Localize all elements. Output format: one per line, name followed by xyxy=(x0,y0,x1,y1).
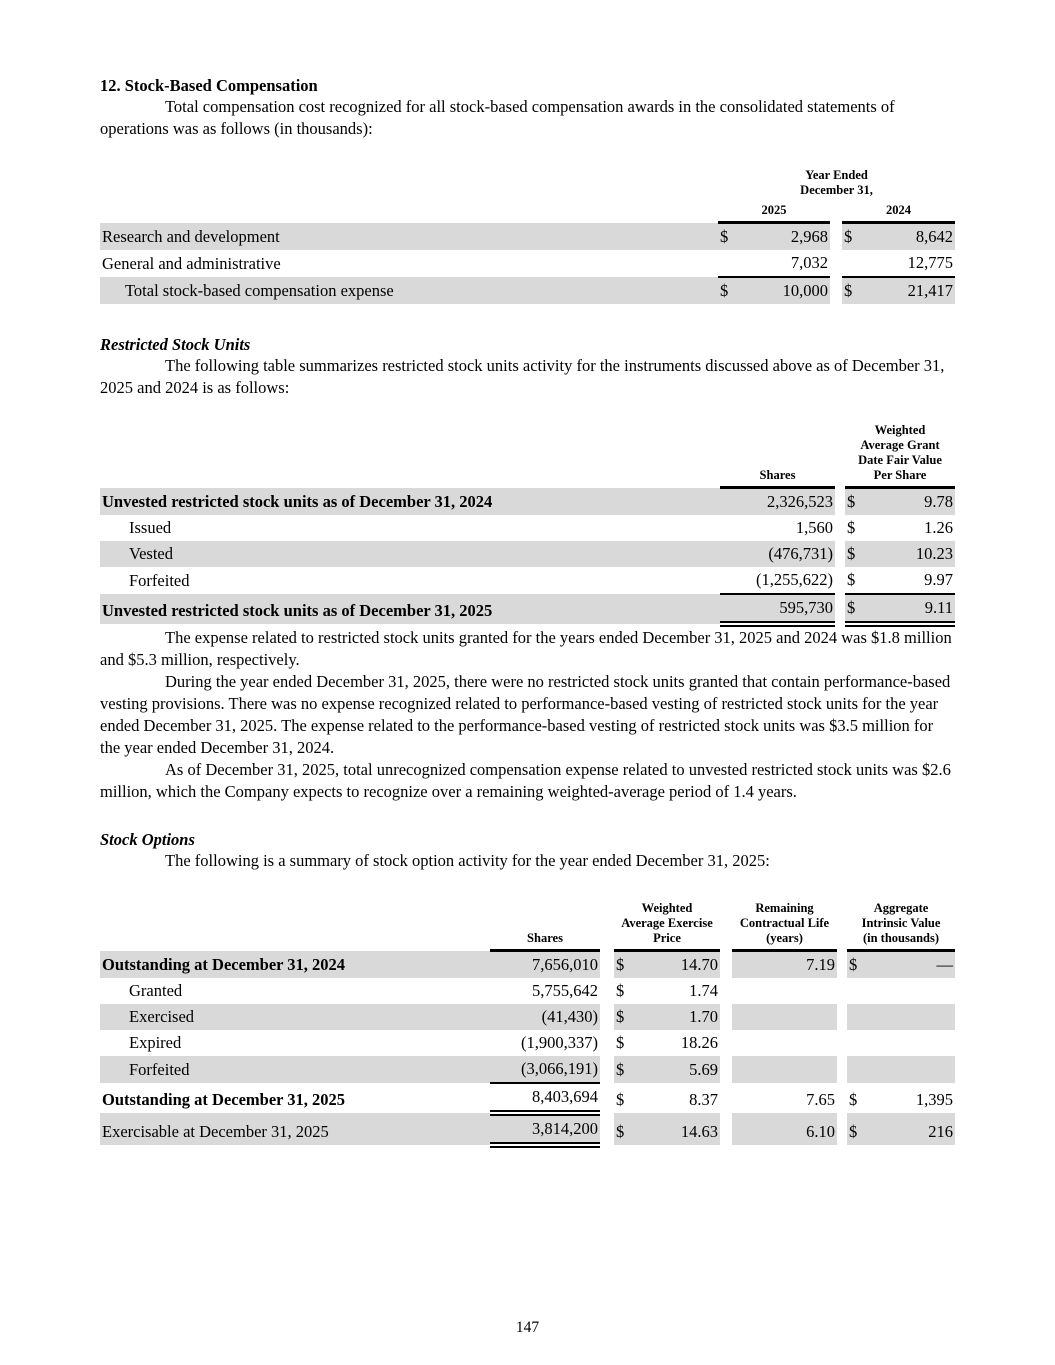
column-header-fair-value xyxy=(845,421,955,488)
rsu-paragraph-1: The expense related to restricted stock units granted for the years ended December 31, 2025 and 2024 was $1.8 million and $5.3 million, respectively. xyxy=(100,628,952,669)
column-gap xyxy=(837,1030,847,1056)
column-gap xyxy=(830,277,842,304)
currency-symbol: $ xyxy=(847,1113,869,1145)
column-header-intrinsic-value xyxy=(847,899,955,951)
shares-cell: 1,560 xyxy=(795,518,833,537)
column-gap xyxy=(837,1083,847,1113)
currency-symbol: $ xyxy=(616,1090,625,1109)
intrinsic-value-cell xyxy=(869,1030,955,1056)
amount-2024: 21,417 xyxy=(864,277,955,304)
shares-cell: 5,755,642 xyxy=(532,981,598,1000)
table-row xyxy=(100,567,955,594)
column-header-shares: Shares xyxy=(720,421,835,488)
rsu-activity-table xyxy=(100,421,955,627)
row-label: Issued xyxy=(129,518,172,537)
table-row xyxy=(100,978,955,1004)
currency-symbol: $ xyxy=(842,277,864,304)
intrinsic-value-cell xyxy=(869,1056,955,1083)
currency-symbol: $ xyxy=(845,594,867,624)
currency-symbol: $ xyxy=(847,951,869,979)
column-header-fair-value-text: Weighted Average Grant Date Fair Value Per Share xyxy=(858,423,942,482)
contractual-life-cell: 6.10 xyxy=(732,1113,837,1145)
row-label: Granted xyxy=(129,981,183,1000)
column-gap xyxy=(830,250,842,277)
column-gap xyxy=(837,1004,847,1030)
rsu-heading: Restricted Stock Units xyxy=(100,335,251,354)
column-header-exercise-price-text: Weighted Average Exercise Price xyxy=(621,901,713,945)
fair-value-cell: 9.11 xyxy=(867,594,955,624)
currency-symbol: $ xyxy=(614,951,636,979)
currency-symbol: $ xyxy=(845,541,867,567)
amount-2024: 8,642 xyxy=(864,223,955,251)
currency-symbol xyxy=(842,250,864,277)
column-gap xyxy=(720,1056,732,1083)
column-header-shares: Shares xyxy=(490,899,600,951)
currency-symbol xyxy=(847,1004,869,1030)
column-gap xyxy=(837,1113,847,1145)
column-gap xyxy=(830,223,842,251)
exercise-price-cell: 18.26 xyxy=(680,1033,718,1052)
currency-symbol: $ xyxy=(614,1004,636,1030)
column-gap xyxy=(720,1004,732,1030)
table-row xyxy=(100,1056,955,1083)
compensation-expense-table xyxy=(100,166,955,304)
fair-value-cell: 9.78 xyxy=(867,488,955,516)
column-gap xyxy=(600,1004,614,1030)
empty-header-cell xyxy=(100,421,720,488)
shares-cell: (1,900,337) xyxy=(521,1033,598,1052)
table-row xyxy=(100,488,955,516)
column-gap xyxy=(600,1056,614,1083)
row-label: Forfeited xyxy=(100,1056,490,1083)
currency-symbol: $ xyxy=(614,1113,636,1145)
table-row xyxy=(100,1113,955,1145)
shares-cell: 595,730 xyxy=(720,594,835,624)
stock-options-heading: Stock Options xyxy=(100,830,195,849)
contractual-life-cell: 7.19 xyxy=(732,951,837,979)
currency-symbol xyxy=(847,1030,869,1056)
contractual-life-cell xyxy=(732,1056,837,1083)
table-row xyxy=(100,1004,955,1030)
fair-value-cell: 9.97 xyxy=(867,567,955,594)
amount-2024: 12,775 xyxy=(864,250,955,277)
column-header-contractual-life-text: Remaining Contractual Life (years) xyxy=(739,901,830,945)
column-gap xyxy=(720,1083,732,1113)
column-gap xyxy=(835,488,845,516)
column-header-2024: 2024 xyxy=(842,201,955,223)
section-heading: 12. Stock-Based Compensation xyxy=(100,76,318,95)
column-gap xyxy=(600,978,614,1004)
currency-symbol: $ xyxy=(849,1090,858,1109)
shares-cell: 3,814,200 xyxy=(490,1113,600,1145)
contractual-life-cell xyxy=(732,978,837,1004)
row-label: Exercised xyxy=(100,1004,490,1030)
column-gap xyxy=(835,541,845,567)
intrinsic-value-cell: 216 xyxy=(869,1113,955,1145)
table-row xyxy=(100,951,955,979)
row-label: Unvested restricted stock units as of December 31, 2025 xyxy=(100,594,720,624)
table-row-total xyxy=(100,1083,955,1113)
column-gap xyxy=(600,1030,614,1056)
table-row-total xyxy=(100,594,955,624)
table-row xyxy=(100,515,955,541)
rsu-paragraph-2: During the year ended December 31, 2025, there were no restricted stock units granted that contain performance-based vesting provisions. There was no expense recognized related to performance-based vesting of restricted stock units for the year ended December 31, 2025. The expense related to the performance-based vesting of restricted stock units was $3.5 million for the year ended December 31, 2024. xyxy=(100,672,951,757)
table-row-total xyxy=(100,277,955,304)
row-label: Outstanding at December 31, 2025 xyxy=(102,1090,346,1109)
contractual-life-cell xyxy=(732,1004,837,1030)
intrinsic-value-cell xyxy=(869,978,955,1004)
currency-symbol: $ xyxy=(616,1033,625,1052)
column-header-intrinsic-value-text: Aggregate Intrinsic Value (in thousands) xyxy=(861,901,941,945)
intro-paragraph: Total compensation cost recognized for all stock-based compensation awards in the consolidated statements of operations was as follows (in thousands): xyxy=(100,97,895,138)
exercise-price-cell: 14.63 xyxy=(636,1113,720,1145)
period-header xyxy=(718,166,955,201)
empty-header-cell xyxy=(100,899,490,951)
column-gap xyxy=(835,567,845,594)
contractual-life-cell xyxy=(732,1030,837,1056)
shares-cell: 8,403,694 xyxy=(490,1083,600,1113)
amount-2025: 2,968 xyxy=(740,223,830,251)
column-header-contractual-life xyxy=(732,899,837,951)
intrinsic-value-cell xyxy=(869,1004,955,1030)
shares-cell: 7,656,010 xyxy=(490,951,600,979)
column-gap xyxy=(835,594,845,624)
page-number: 147 xyxy=(515,1319,540,1336)
stock-options-intro-paragraph: The following is a summary of stock option activity for the year ended December 31, 2025: xyxy=(165,851,770,870)
currency-symbol: $ xyxy=(842,223,864,251)
column-header-2025: 2025 xyxy=(718,201,830,223)
row-label: General and administrative xyxy=(102,254,281,273)
column-gap xyxy=(720,951,732,979)
column-gap xyxy=(837,1056,847,1083)
period-header-line2: December 31, xyxy=(800,183,873,197)
exercise-price-cell: 5.69 xyxy=(636,1056,720,1083)
amount-2025: 10,000 xyxy=(740,277,830,304)
amount-2025: 7,032 xyxy=(740,250,830,277)
row-label: Total stock-based compensation expense xyxy=(100,277,718,304)
currency-symbol: $ xyxy=(616,981,625,1000)
empty-header-cell xyxy=(100,166,718,201)
table-row xyxy=(100,1030,955,1056)
shares-cell: (3,066,191) xyxy=(490,1056,600,1083)
empty-header-cell xyxy=(100,201,718,223)
column-gap xyxy=(837,899,847,951)
column-gap xyxy=(600,951,614,979)
currency-symbol: $ xyxy=(845,567,867,594)
currency-symbol: $ xyxy=(845,488,867,516)
intrinsic-value-cell: 1,395 xyxy=(915,1090,953,1109)
shares-cell: (41,430) xyxy=(490,1004,600,1030)
row-label: Unvested restricted stock units as of December 31, 2024 xyxy=(100,488,720,516)
row-label: Vested xyxy=(100,541,720,567)
row-label: Forfeited xyxy=(129,571,190,590)
stock-option-activity-table xyxy=(100,899,955,1148)
rsu-intro-paragraph: The following table summarizes restricted stock units activity for the instruments discussed above as of December 31, 2025 and 2024 is as follows: xyxy=(100,356,945,397)
exercise-price-cell: 8.37 xyxy=(689,1090,718,1109)
row-label: Outstanding at December 31, 2024 xyxy=(100,951,490,979)
column-gap xyxy=(600,899,614,951)
row-label: Exercisable at December 31, 2025 xyxy=(100,1113,490,1145)
period-header-line1: Year Ended xyxy=(805,168,868,182)
column-gap xyxy=(837,951,847,979)
currency-symbol: $ xyxy=(718,223,740,251)
column-gap xyxy=(600,1113,614,1145)
currency-symbol: $ xyxy=(718,277,740,304)
exercise-price-cell: 1.70 xyxy=(636,1004,720,1030)
shares-cell: 2,326,523 xyxy=(720,488,835,516)
fair-value-cell: 10.23 xyxy=(867,541,955,567)
shares-cell: (476,731) xyxy=(720,541,835,567)
column-gap xyxy=(720,1113,732,1145)
column-gap xyxy=(600,1083,614,1113)
options-header-row xyxy=(100,899,955,951)
currency-symbol xyxy=(847,978,869,1004)
row-label: Research and development xyxy=(100,223,718,251)
period-header-row xyxy=(100,166,955,201)
exercise-price-cell: 1.74 xyxy=(689,981,718,1000)
row-label: Expired xyxy=(129,1033,182,1052)
column-gap xyxy=(720,978,732,1004)
intrinsic-value-cell: — xyxy=(869,951,955,979)
column-gap xyxy=(837,978,847,1004)
column-gap xyxy=(720,899,732,951)
rsu-paragraph-3: As of December 31, 2025, total unrecognized compensation expense related to unvested restricted stock units was $2.6 million, which the Company expects to recognize over a remaining weighted-average period of 1.4 years. xyxy=(100,760,951,801)
currency-symbol xyxy=(718,250,740,277)
column-gap xyxy=(835,421,845,488)
currency-symbol: $ xyxy=(847,518,856,537)
column-gap xyxy=(720,1030,732,1056)
contractual-life-cell: 7.65 xyxy=(806,1090,835,1109)
table-row xyxy=(100,541,955,567)
column-header-exercise-price xyxy=(614,899,720,951)
rsu-header-row xyxy=(100,421,955,488)
column-gap xyxy=(835,515,845,541)
table-row xyxy=(100,250,955,277)
column-gap xyxy=(830,201,842,223)
fair-value-cell: 1.26 xyxy=(924,518,953,537)
year-header-row xyxy=(100,201,955,223)
table-row xyxy=(100,223,955,251)
currency-symbol xyxy=(847,1056,869,1083)
exercise-price-cell: 14.70 xyxy=(636,951,720,979)
shares-cell: (1,255,622) xyxy=(720,567,835,594)
currency-symbol: $ xyxy=(614,1056,636,1083)
